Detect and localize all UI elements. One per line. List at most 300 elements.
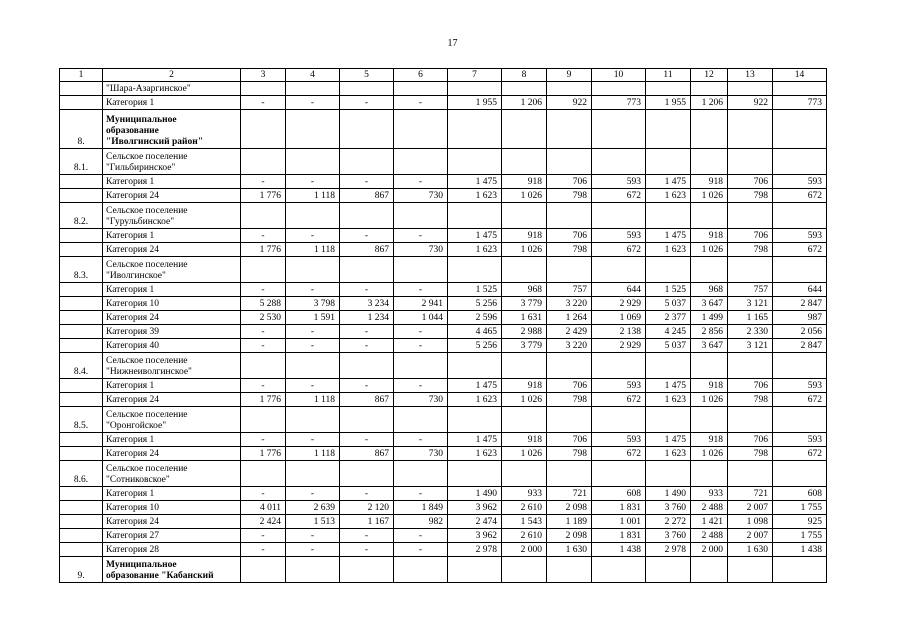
row-name xyxy=(103,175,241,189)
value-cell: 1 026 xyxy=(502,189,547,203)
value-cell: 1 165 xyxy=(728,311,773,325)
value-cell xyxy=(646,407,691,433)
value-cell: 1 499 xyxy=(691,311,728,325)
value-cell xyxy=(773,557,827,583)
value-cell: - xyxy=(340,283,394,297)
value-cell xyxy=(340,257,394,283)
value-cell: 1 026 xyxy=(691,393,728,407)
value-cell: 757 xyxy=(547,283,592,297)
value-cell: 2 272 xyxy=(646,515,691,529)
value-cell xyxy=(773,110,827,149)
value-cell xyxy=(448,110,502,149)
row-name xyxy=(103,515,241,529)
value-cell xyxy=(340,149,394,175)
value-cell: 2 098 xyxy=(547,501,592,515)
value-cell: 798 xyxy=(547,393,592,407)
value-cell: 1 438 xyxy=(592,543,646,557)
header-cell: 8 xyxy=(502,69,547,82)
value-cell: 672 xyxy=(592,189,646,203)
row-name-line: Сельское поселение xyxy=(106,464,188,474)
value-cell xyxy=(394,461,448,487)
header-row xyxy=(60,69,827,82)
value-cell: 1 189 xyxy=(547,515,592,529)
row-number xyxy=(60,393,103,407)
table-row xyxy=(60,189,827,203)
value-cell: 2 377 xyxy=(646,311,691,325)
value-cell: - xyxy=(241,433,286,447)
value-cell: 1 118 xyxy=(286,393,340,407)
value-cell: 706 xyxy=(547,175,592,189)
value-cell: 933 xyxy=(502,487,547,501)
value-cell xyxy=(691,257,728,283)
value-cell xyxy=(773,353,827,379)
value-cell xyxy=(448,557,502,583)
value-cell xyxy=(241,149,286,175)
row-number xyxy=(60,325,103,339)
value-cell: 1 421 xyxy=(691,515,728,529)
value-cell xyxy=(340,110,394,149)
row-name-line: Категория 28 xyxy=(106,545,160,555)
value-cell: 918 xyxy=(691,175,728,189)
value-cell: 4 465 xyxy=(448,325,502,339)
value-cell: 1 623 xyxy=(448,243,502,257)
row-name-line: Категория 24 xyxy=(106,313,160,323)
value-cell: - xyxy=(340,325,394,339)
value-cell: 1 525 xyxy=(646,283,691,297)
page-number: 17 xyxy=(447,38,458,49)
value-cell: 1 475 xyxy=(646,175,691,189)
header-cell: 12 xyxy=(691,69,728,82)
value-cell: 1 475 xyxy=(448,433,502,447)
value-cell: 918 xyxy=(691,229,728,243)
value-cell xyxy=(646,557,691,583)
value-cell xyxy=(547,557,592,583)
header-cell: 7 xyxy=(448,69,502,82)
row-name xyxy=(103,543,241,557)
value-cell: 3 779 xyxy=(502,339,547,353)
value-cell: 1 490 xyxy=(646,487,691,501)
value-cell xyxy=(728,82,773,96)
value-cell: 1 955 xyxy=(646,96,691,110)
value-cell xyxy=(241,82,286,96)
row-name-line: "Оронгойское" xyxy=(106,421,167,431)
value-cell: 3 121 xyxy=(728,339,773,353)
value-cell: 1 623 xyxy=(448,447,502,461)
value-cell xyxy=(547,110,592,149)
value-cell: - xyxy=(394,487,448,501)
value-cell xyxy=(502,149,547,175)
table-row xyxy=(60,379,827,393)
value-cell xyxy=(241,110,286,149)
value-cell: 2 988 xyxy=(502,325,547,339)
value-cell xyxy=(394,110,448,149)
value-cell xyxy=(773,407,827,433)
value-cell: 5 288 xyxy=(241,297,286,311)
value-cell: - xyxy=(286,379,340,393)
value-cell xyxy=(773,461,827,487)
value-cell: 2 488 xyxy=(691,529,728,543)
value-cell: 730 xyxy=(394,447,448,461)
value-cell: 2 474 xyxy=(448,515,502,529)
value-cell: 918 xyxy=(502,433,547,447)
value-cell xyxy=(728,407,773,433)
value-cell: - xyxy=(241,175,286,189)
row-name-line: "Гурульбинское" xyxy=(106,217,175,227)
value-cell xyxy=(773,257,827,283)
value-cell xyxy=(646,257,691,283)
value-cell xyxy=(241,353,286,379)
value-cell xyxy=(646,110,691,149)
value-cell xyxy=(691,557,728,583)
value-cell xyxy=(646,149,691,175)
value-cell: 1 955 xyxy=(448,96,502,110)
value-cell: 1 776 xyxy=(241,393,286,407)
header-cell: 6 xyxy=(394,69,448,82)
value-cell: 1 098 xyxy=(728,515,773,529)
value-cell: - xyxy=(241,543,286,557)
value-cell: 3 798 xyxy=(286,297,340,311)
value-cell xyxy=(592,257,646,283)
row-name-line: Муниципальное xyxy=(106,115,177,125)
value-cell: 1 118 xyxy=(286,447,340,461)
table-row xyxy=(60,283,827,297)
value-cell: - xyxy=(286,283,340,297)
value-cell: 2 941 xyxy=(394,297,448,311)
value-cell: 1 623 xyxy=(448,393,502,407)
value-cell: 3 220 xyxy=(547,297,592,311)
value-cell: 706 xyxy=(728,379,773,393)
value-cell: 672 xyxy=(773,447,827,461)
value-cell: - xyxy=(286,543,340,557)
value-cell xyxy=(691,353,728,379)
value-cell xyxy=(728,461,773,487)
row-name-line: "Шара-Азаргинское" xyxy=(106,84,191,94)
value-cell: - xyxy=(241,283,286,297)
value-cell: 1 630 xyxy=(728,543,773,557)
row-name-line: Сельское поселение xyxy=(106,410,188,420)
table-row xyxy=(60,149,827,175)
value-cell xyxy=(340,82,394,96)
value-cell xyxy=(286,203,340,229)
value-cell: 1 475 xyxy=(646,433,691,447)
value-cell: 4 011 xyxy=(241,501,286,515)
value-cell xyxy=(773,149,827,175)
table-row xyxy=(60,82,827,96)
row-name xyxy=(103,339,241,353)
value-cell xyxy=(340,203,394,229)
row-name-line: Категория 39 xyxy=(106,327,160,337)
row-name-line: "Сотниковское" xyxy=(106,475,170,485)
value-cell: 2 138 xyxy=(592,325,646,339)
value-cell: 933 xyxy=(691,487,728,501)
value-cell xyxy=(448,353,502,379)
value-cell: 1 438 xyxy=(773,543,827,557)
value-cell xyxy=(286,149,340,175)
value-cell: 608 xyxy=(773,487,827,501)
row-name xyxy=(103,461,241,487)
table-row xyxy=(60,487,827,501)
value-cell: 1 026 xyxy=(691,447,728,461)
value-cell: 1 831 xyxy=(592,529,646,543)
row-name xyxy=(103,487,241,501)
row-name xyxy=(103,325,241,339)
value-cell: 2 978 xyxy=(646,543,691,557)
row-name xyxy=(103,407,241,433)
header-cell: 5 xyxy=(340,69,394,82)
value-cell: 3 760 xyxy=(646,501,691,515)
row-name xyxy=(103,110,241,149)
value-cell: 2 098 xyxy=(547,529,592,543)
value-cell: 5 037 xyxy=(646,339,691,353)
row-name xyxy=(103,229,241,243)
row-number xyxy=(60,379,103,393)
value-cell: 1 234 xyxy=(340,311,394,325)
table-row xyxy=(60,529,827,543)
row-name xyxy=(103,393,241,407)
value-cell xyxy=(241,407,286,433)
value-cell: 3 220 xyxy=(547,339,592,353)
table-row xyxy=(60,339,827,353)
table-row xyxy=(60,407,827,433)
value-cell: 1 026 xyxy=(502,393,547,407)
value-cell: 2 488 xyxy=(691,501,728,515)
value-cell: 730 xyxy=(394,243,448,257)
value-cell: 3 962 xyxy=(448,501,502,515)
value-cell xyxy=(691,203,728,229)
row-name xyxy=(103,203,241,229)
value-cell: 1 026 xyxy=(691,189,728,203)
value-cell: 2 007 xyxy=(728,501,773,515)
header-cell: 10 xyxy=(592,69,646,82)
value-cell: - xyxy=(241,487,286,501)
value-cell xyxy=(728,149,773,175)
row-number xyxy=(60,487,103,501)
value-cell: 2 978 xyxy=(448,543,502,557)
value-cell: 1 849 xyxy=(394,501,448,515)
row-name xyxy=(103,447,241,461)
value-cell xyxy=(286,407,340,433)
value-cell: 2 596 xyxy=(448,311,502,325)
value-cell: 2 000 xyxy=(502,543,547,557)
row-number: 8.6. xyxy=(60,461,103,487)
table-row xyxy=(60,543,827,557)
row-name xyxy=(103,529,241,543)
value-cell xyxy=(592,407,646,433)
value-cell xyxy=(592,110,646,149)
value-cell xyxy=(286,557,340,583)
row-name xyxy=(103,243,241,257)
value-cell xyxy=(394,353,448,379)
value-cell xyxy=(448,82,502,96)
value-cell: 2 929 xyxy=(592,339,646,353)
value-cell: - xyxy=(394,175,448,189)
value-cell xyxy=(592,353,646,379)
value-cell: 706 xyxy=(547,379,592,393)
value-cell xyxy=(728,353,773,379)
table-row xyxy=(60,243,827,257)
value-cell: 3 647 xyxy=(691,297,728,311)
value-cell: - xyxy=(394,529,448,543)
value-cell: - xyxy=(286,229,340,243)
value-cell: 1 069 xyxy=(592,311,646,325)
row-number xyxy=(60,501,103,515)
value-cell xyxy=(502,353,547,379)
value-cell: - xyxy=(286,487,340,501)
table-row xyxy=(60,203,827,229)
value-cell xyxy=(547,149,592,175)
value-cell: 798 xyxy=(728,393,773,407)
value-cell xyxy=(728,110,773,149)
value-cell: 593 xyxy=(592,379,646,393)
value-cell xyxy=(691,461,728,487)
row-name xyxy=(103,257,241,283)
value-cell xyxy=(646,82,691,96)
table-row xyxy=(60,110,827,149)
value-cell: 593 xyxy=(773,379,827,393)
value-cell: 1 001 xyxy=(592,515,646,529)
table-body xyxy=(60,69,827,583)
value-cell: 773 xyxy=(773,96,827,110)
row-name xyxy=(103,311,241,325)
row-number xyxy=(60,311,103,325)
value-cell: 5 037 xyxy=(646,297,691,311)
value-cell: 1 591 xyxy=(286,311,340,325)
value-cell: 1 475 xyxy=(448,379,502,393)
row-number: 8.3. xyxy=(60,257,103,283)
table-row xyxy=(60,515,827,529)
row-number xyxy=(60,243,103,257)
row-name-line: Категория 1 xyxy=(106,285,155,295)
row-name-line: Сельское поселение xyxy=(106,356,188,366)
value-cell: 1 044 xyxy=(394,311,448,325)
value-cell xyxy=(547,353,592,379)
header-cell: 14 xyxy=(773,69,827,82)
value-cell xyxy=(394,557,448,583)
row-name xyxy=(103,283,241,297)
value-cell: 5 256 xyxy=(448,297,502,311)
value-cell: 3 121 xyxy=(728,297,773,311)
value-cell: 1 167 xyxy=(340,515,394,529)
value-cell xyxy=(592,149,646,175)
value-cell xyxy=(394,203,448,229)
table-row xyxy=(60,257,827,283)
row-name-line: Сельское поселение xyxy=(106,260,188,270)
value-cell: - xyxy=(340,229,394,243)
value-cell: 918 xyxy=(691,433,728,447)
value-cell: 2 330 xyxy=(728,325,773,339)
value-cell xyxy=(286,82,340,96)
value-cell: 644 xyxy=(592,283,646,297)
value-cell xyxy=(592,557,646,583)
value-cell: 1 776 xyxy=(241,189,286,203)
value-cell: 1 755 xyxy=(773,501,827,515)
value-cell: 608 xyxy=(592,487,646,501)
value-cell xyxy=(286,461,340,487)
value-cell: - xyxy=(241,339,286,353)
row-name-line: Категория 10 xyxy=(106,299,160,309)
value-cell: 987 xyxy=(773,311,827,325)
value-cell: 672 xyxy=(592,243,646,257)
value-cell: 2 847 xyxy=(773,339,827,353)
value-cell xyxy=(547,203,592,229)
value-cell: 672 xyxy=(773,393,827,407)
row-name-line: Категория 1 xyxy=(106,489,155,499)
value-cell: 706 xyxy=(728,229,773,243)
header-cell: 9 xyxy=(547,69,592,82)
value-cell: 798 xyxy=(728,447,773,461)
value-cell: - xyxy=(394,229,448,243)
value-cell: - xyxy=(340,339,394,353)
value-cell xyxy=(241,203,286,229)
row-name-line: Категория 1 xyxy=(106,98,155,108)
value-cell: 3 962 xyxy=(448,529,502,543)
value-cell: 968 xyxy=(502,283,547,297)
row-number xyxy=(60,447,103,461)
value-cell: 1 543 xyxy=(502,515,547,529)
value-cell xyxy=(646,353,691,379)
value-cell xyxy=(286,257,340,283)
value-cell: 798 xyxy=(728,189,773,203)
value-cell xyxy=(394,149,448,175)
table-row xyxy=(60,325,827,339)
value-cell xyxy=(691,149,728,175)
table-row xyxy=(60,501,827,515)
row-name-line: образование xyxy=(106,126,159,136)
value-cell: - xyxy=(340,379,394,393)
value-cell: 706 xyxy=(547,229,592,243)
value-cell: 1 206 xyxy=(502,96,547,110)
value-cell: 1 475 xyxy=(646,379,691,393)
row-name-line: образование "Кабанский xyxy=(106,571,214,581)
table-row xyxy=(60,447,827,461)
value-cell: 3 779 xyxy=(502,297,547,311)
table-row xyxy=(60,175,827,189)
value-cell: 3 234 xyxy=(340,297,394,311)
value-cell: 918 xyxy=(502,229,547,243)
value-cell xyxy=(773,82,827,96)
value-cell: - xyxy=(340,433,394,447)
value-cell: 1 776 xyxy=(241,447,286,461)
value-cell: 1 513 xyxy=(286,515,340,529)
value-cell: 1 831 xyxy=(592,501,646,515)
value-cell: 593 xyxy=(592,229,646,243)
value-cell: 2 424 xyxy=(241,515,286,529)
value-cell: 922 xyxy=(547,96,592,110)
value-cell: 644 xyxy=(773,283,827,297)
table-row xyxy=(60,96,827,110)
value-cell: 1 026 xyxy=(502,243,547,257)
row-number xyxy=(60,529,103,543)
row-number xyxy=(60,189,103,203)
value-cell xyxy=(241,461,286,487)
value-cell: - xyxy=(394,96,448,110)
value-cell xyxy=(448,461,502,487)
value-cell xyxy=(502,110,547,149)
value-cell: - xyxy=(286,96,340,110)
value-cell: 593 xyxy=(592,175,646,189)
value-cell: 918 xyxy=(502,175,547,189)
row-number xyxy=(60,543,103,557)
value-cell: 2 610 xyxy=(502,529,547,543)
value-cell: - xyxy=(340,543,394,557)
value-cell xyxy=(592,82,646,96)
row-number: 8.1. xyxy=(60,149,103,175)
row-name xyxy=(103,149,241,175)
value-cell: 2 610 xyxy=(502,501,547,515)
header-cell: 1 xyxy=(60,69,103,82)
value-cell: 593 xyxy=(773,433,827,447)
value-cell: 1 631 xyxy=(502,311,547,325)
